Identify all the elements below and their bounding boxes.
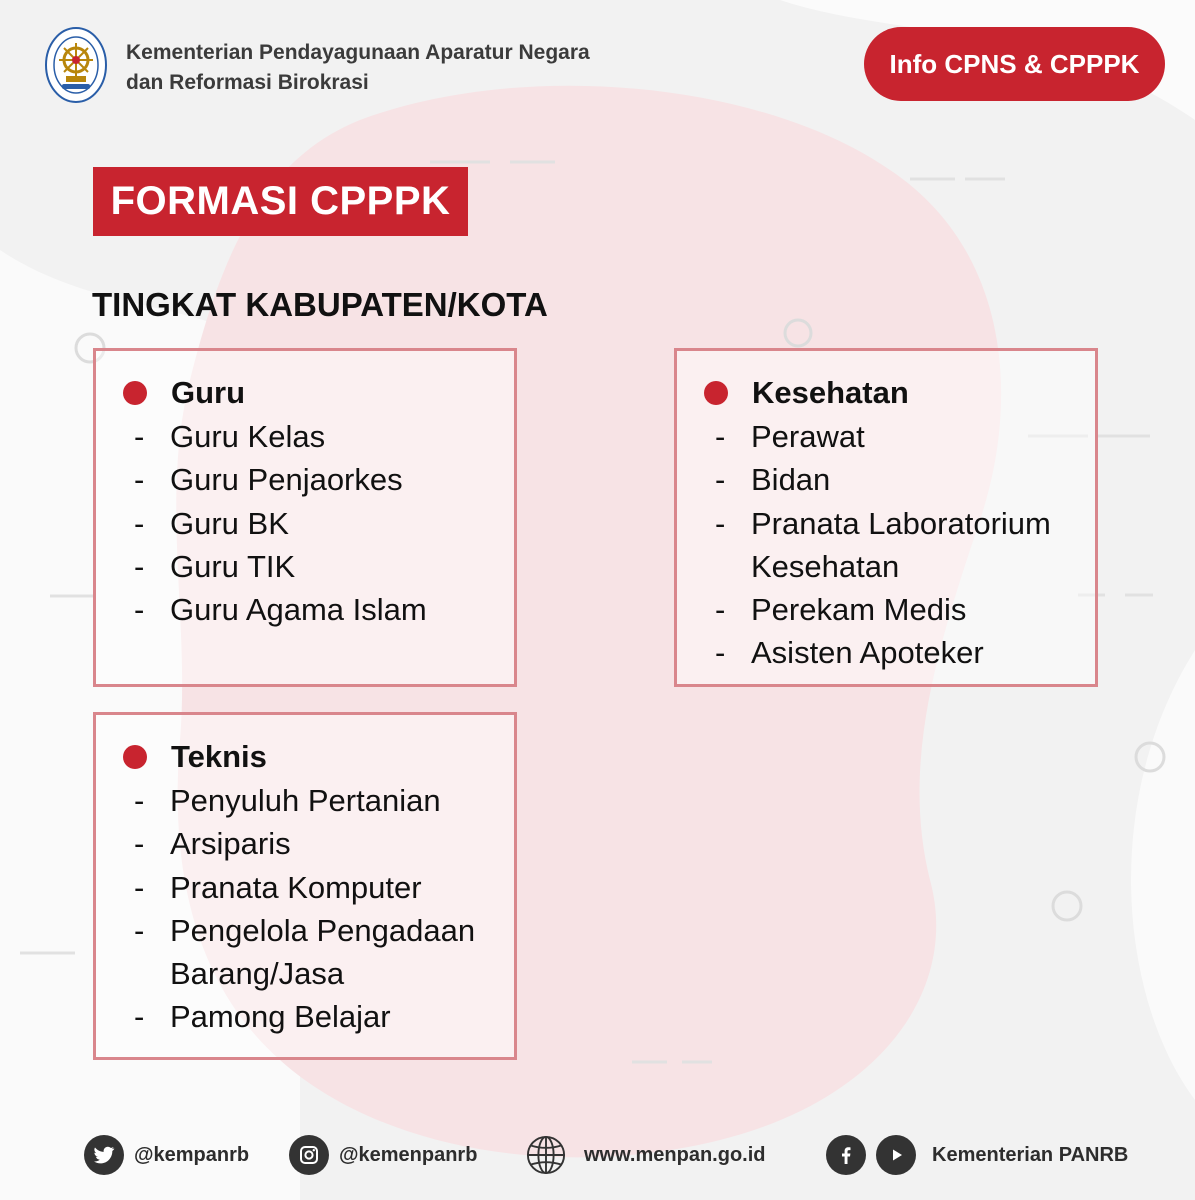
list-item [715, 631, 1051, 674]
category-header [704, 373, 909, 413]
dash-marker: - [715, 592, 726, 628]
ministry-name [126, 38, 590, 98]
list-item-text: Pranata Laboratorium [751, 505, 1051, 541]
bullet-dot-icon [704, 381, 728, 405]
list-item-text: Bidan [751, 462, 831, 498]
globe-icon [526, 1135, 566, 1175]
list-item [134, 866, 475, 909]
dash-marker: - [134, 783, 145, 818]
dash-marker: - [134, 869, 145, 905]
list-item [715, 415, 1051, 458]
bullet-dot-icon [123, 745, 147, 769]
list-item-continuation [715, 545, 1051, 588]
list-item [134, 502, 427, 545]
dash-marker: - [134, 548, 145, 584]
category-header [123, 373, 245, 413]
list-item-text: Perekam Medis [751, 592, 967, 628]
dash-spacer [134, 952, 170, 995]
category-card-teknis [93, 712, 517, 1060]
list-item [715, 502, 1051, 545]
list-item-text: Perawat [751, 419, 865, 454]
footer-facebook-youtube[interactable] [826, 1134, 1128, 1176]
list-item-text: Asisten Apoteker [751, 635, 984, 671]
dash-marker: - [715, 419, 726, 454]
dash-marker: - [134, 419, 145, 454]
dash-marker: - [715, 635, 726, 671]
list-item-text: Pamong Belajar [170, 999, 391, 1035]
category-list [134, 415, 427, 631]
list-item-text: Guru Kelas [170, 419, 326, 454]
instagram-icon [289, 1135, 329, 1175]
footer-text: @kemenpanrb [339, 1143, 478, 1166]
ministry-line-1: Kementerian Pendayagunaan Aparatur Negara [126, 41, 590, 64]
footer-instagram[interactable] [289, 1134, 477, 1176]
footer-website[interactable] [526, 1134, 765, 1176]
list-item [134, 588, 427, 631]
kemenpan-logo [44, 26, 108, 104]
category-list [134, 779, 475, 1039]
footer-twitter[interactable] [84, 1134, 249, 1176]
info-cpns-badge[interactable]: Info CPNS & CPPPK [864, 27, 1165, 101]
page-title: FORMASI CPPPK [93, 167, 468, 236]
list-item-text: Guru BK [170, 505, 289, 541]
dash-marker: - [134, 826, 145, 862]
list-item [134, 545, 427, 588]
list-item-text: Guru Agama Islam [170, 592, 427, 628]
dash-marker: - [715, 462, 726, 498]
list-item [134, 822, 475, 865]
category-card-kesehatan [674, 348, 1098, 687]
dash-spacer [715, 545, 751, 588]
category-card-guru [93, 348, 517, 687]
list-item-text: Guru TIK [170, 548, 296, 584]
category-title: Teknis [171, 739, 267, 774]
list-item [715, 458, 1051, 501]
category-list [715, 415, 1051, 675]
list-item-text: Guru Penjaorkes [170, 462, 403, 498]
dash-marker: - [134, 592, 145, 628]
dash-marker: - [134, 462, 145, 498]
list-item [134, 995, 475, 1038]
footer-text: www.menpan.go.id [584, 1143, 766, 1166]
category-title: Guru [171, 375, 246, 410]
category-title: Kesehatan [752, 375, 909, 410]
youtube-play-icon [876, 1135, 916, 1175]
list-item-continuation [134, 952, 475, 995]
list-item [134, 458, 427, 501]
list-item-text: Penyuluh Pertanian [170, 783, 441, 818]
twitter-icon [84, 1135, 124, 1175]
list-item [134, 415, 427, 458]
dash-marker: - [134, 999, 145, 1035]
list-item [134, 779, 475, 822]
category-header [123, 737, 267, 777]
list-item-text: Kesehatan [751, 548, 900, 584]
list-item [134, 909, 475, 952]
footer-text: Kementerian PANRB [932, 1143, 1129, 1166]
dash-marker: - [134, 505, 145, 541]
list-item-text: Arsiparis [170, 826, 291, 862]
facebook-icon [826, 1135, 866, 1175]
ministry-line-2: dan Reformasi Birokrasi [126, 71, 369, 94]
list-item-text: Pranata Komputer [170, 869, 422, 905]
list-item-text: Barang/Jasa [170, 956, 345, 992]
dash-marker: - [715, 505, 726, 541]
dash-marker: - [134, 912, 145, 948]
page-subtitle: TINGKAT KABUPATEN/KOTA [92, 286, 548, 323]
footer-text: @kempanrb [134, 1143, 250, 1166]
list-item-text: Pengelola Pengadaan [170, 912, 476, 948]
list-item [715, 588, 1051, 631]
bullet-dot-icon [123, 381, 147, 405]
